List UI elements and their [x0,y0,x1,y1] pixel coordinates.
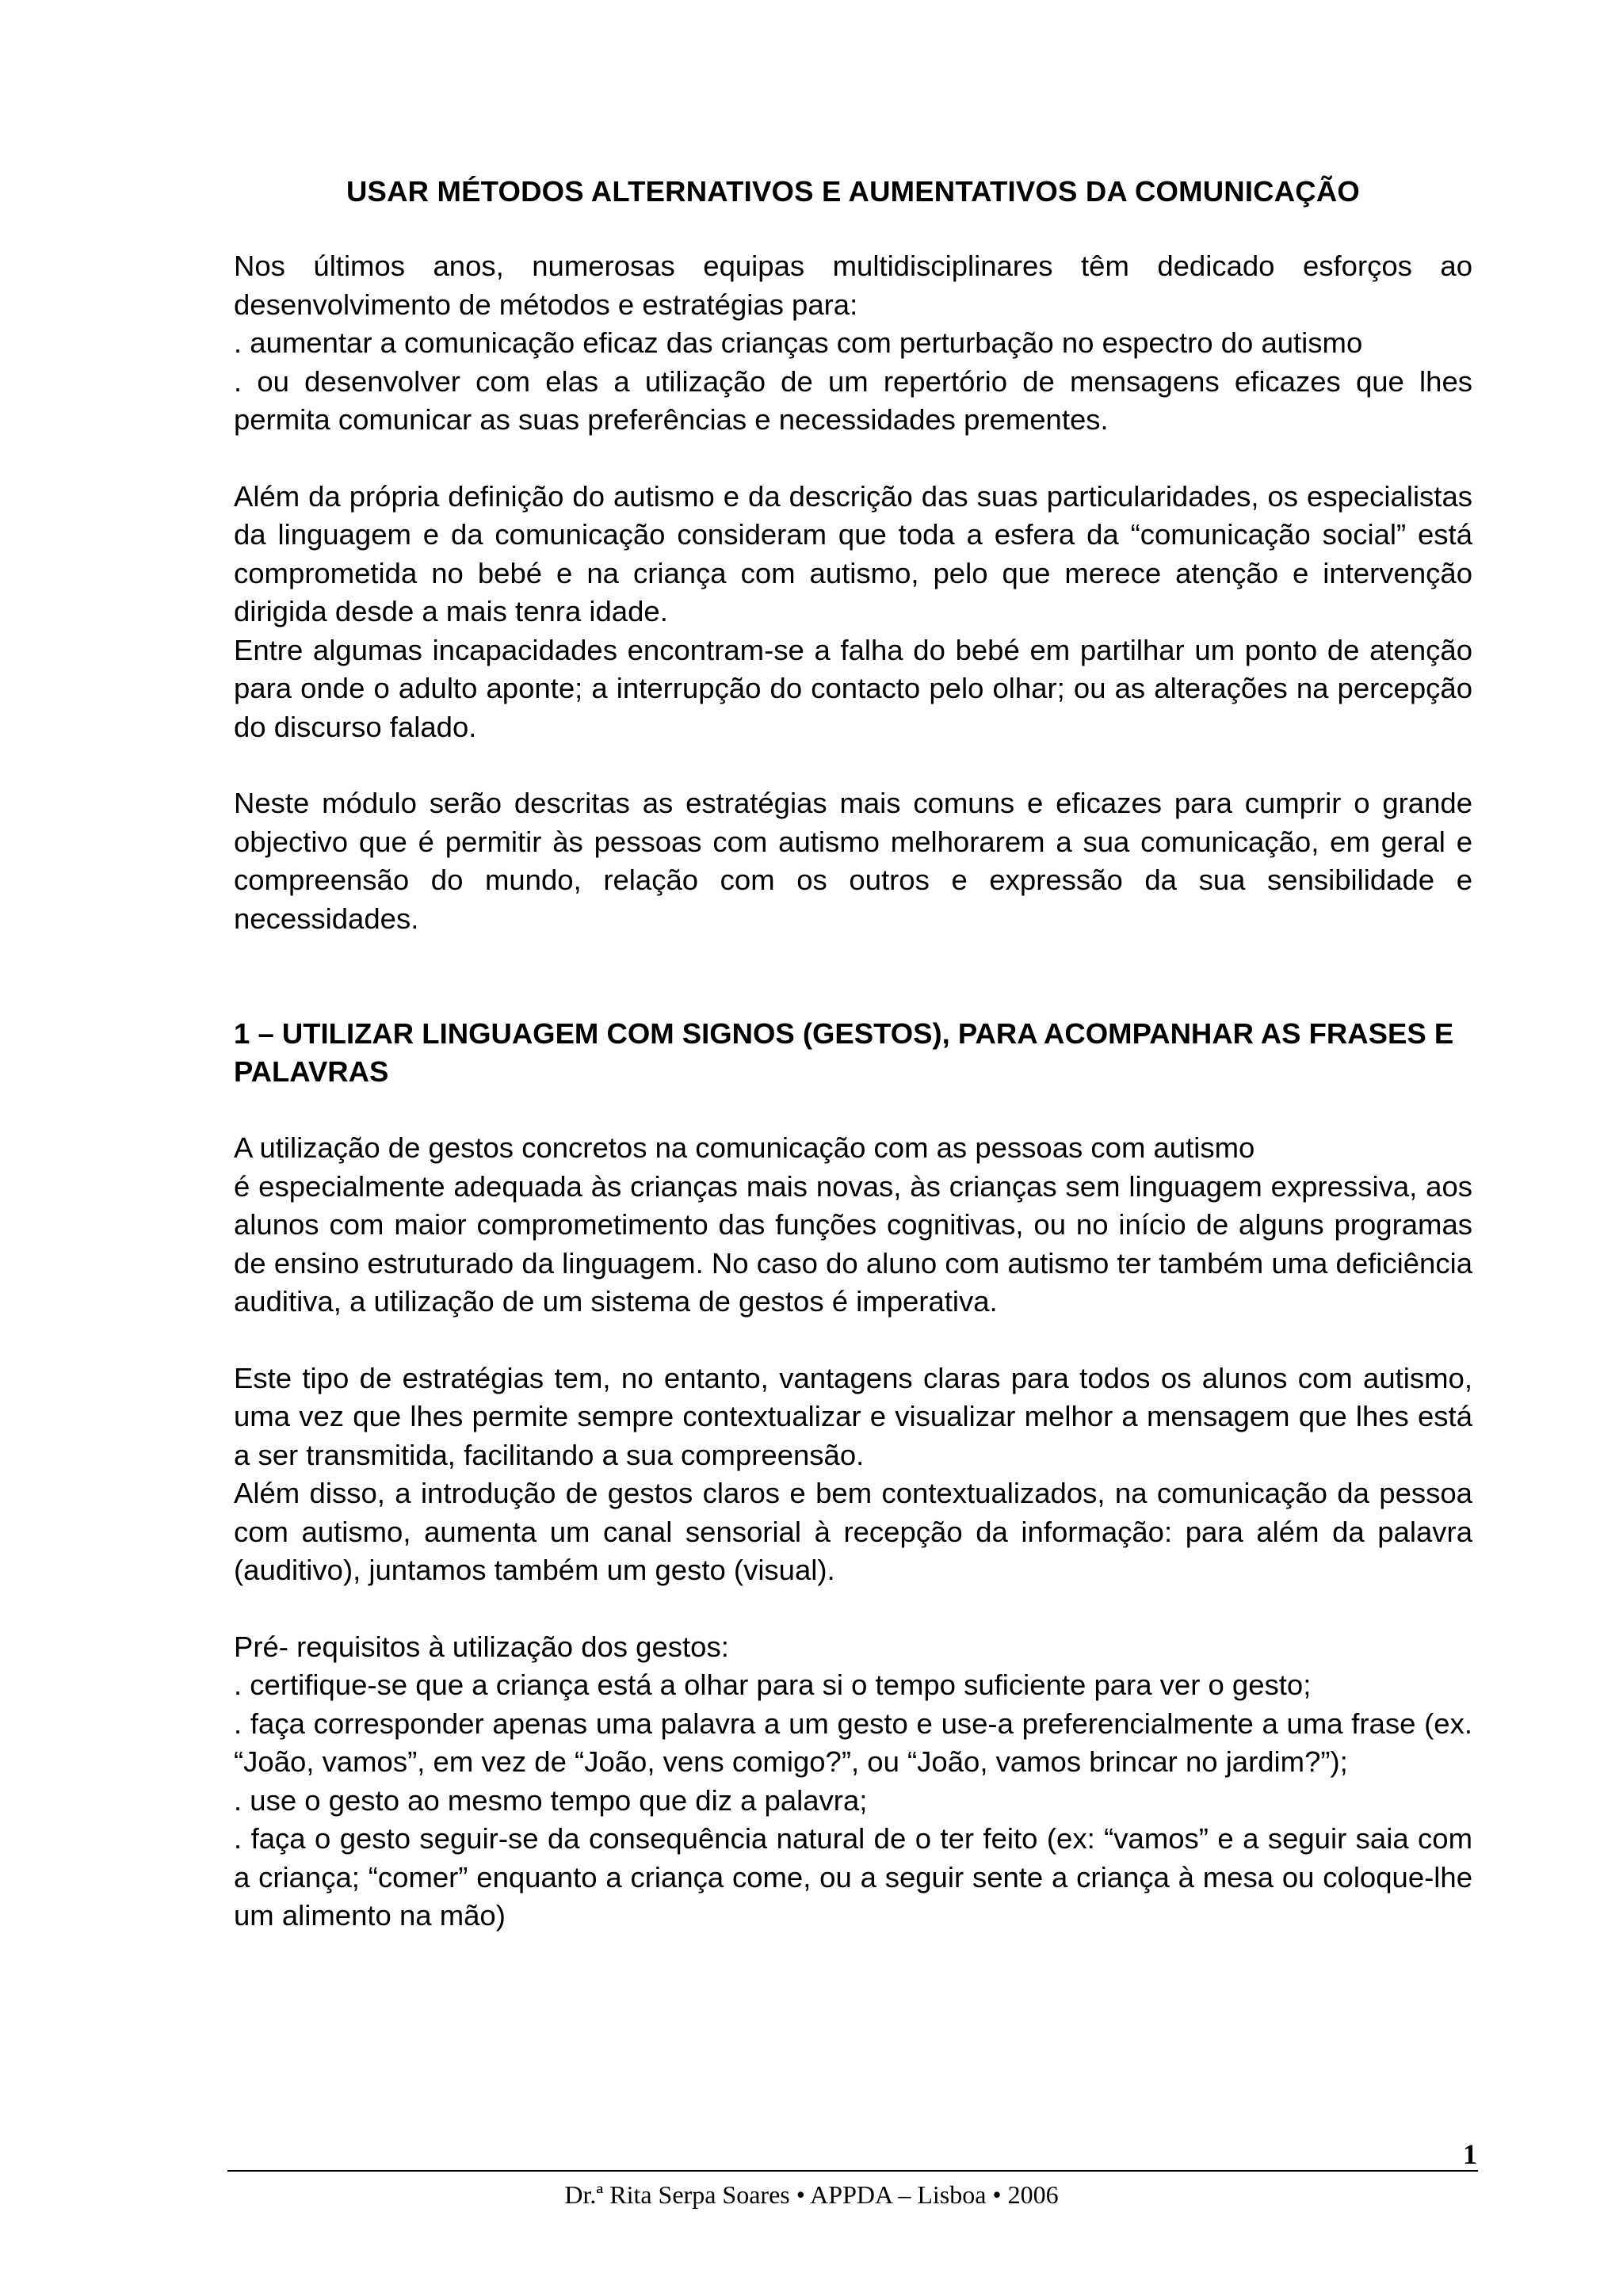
prerequisites-list [234,1628,1472,1936]
paragraph-text: é especialmente adequada às crianças mais novas, às crianças sem linguagem expressiva, aos alunos com maior comprometimento das funções cognitivas, ou no início de alguns programas de ensino estruturado da linguagem. No caso do aluno com autismo ter também uma deficiência auditiva, a utilização de um sistema de gestos é imperativa. [234,1169,1472,1318]
body-paragraph-3: Neste módulo serão descritas as estratégias mais comuns e eficazes para cumprir o grande objectivo que é permitir às pessoas com autismo melhorarem a sua comunicação, em geral e compreensão do mundo, relação com os outros e expressão da sua sensibilidade e necessidades. [234,787,1472,935]
prerequisites-title: Pré- requisitos à utilização dos gestos: [234,1630,729,1663]
intro-bullet-2: . ou desenvolver com elas a utilização de um repertório de mensagens eficazes que lhes permita comunicar as suas preferências e necessidades prementes. [234,364,1472,436]
list-item: . use o gesto ao mesmo tempo que diz a palavra; [234,1783,868,1817]
intro-paragraph [234,247,1472,440]
section-heading: 1 – UTILIZAR LINGUAGEM COM SIGNOS (GESTOS), PARA ACOMPANHAR AS FRASES E PALAVRAS [234,1017,1454,1088]
list-item: . faça o gesto seguir-se da consequência natural de o ter feito (ex: “vamos” e a seguir saia com a criança; “comer” enquanto a criança come, ou a seguir sente a criança à mesa ou coloque-lhe um alimento na mão) [234,1822,1472,1932]
intro-text: Nos últimos anos, numerosas equipas multidisciplinares têm dedicado esforços ao desenvolvimento de métodos e estratégias para: [234,250,1472,321]
paragraph-first-line: A utilização de gestos concretos na comunicação com as pessoas com autismo [234,1131,1255,1164]
paragraph-text: Além disso, a introdução de gestos claros e bem contextualizados, na comunicação da pessoa com autismo, aumenta um canal sensorial à recepção da informação: para além da palavra (auditivo), juntamos também um gesto (visual). [234,1477,1472,1586]
intro-bullet-1: . aumentar a comunicação eficaz das crianças com perturbação no espectro do autismo [234,326,1363,359]
paragraph-text: Entre algumas incapacidades encontram-se a falha do bebé em partilhar um ponto de atenção para onde o adulto aponte; a interrupção do contacto pelo olhar; ou as alterações na percepção do discurso falado. [234,633,1472,743]
section-paragraph-1 [234,1129,1472,1322]
section-paragraph-2 [234,1360,1472,1590]
page-title: USAR MÉTODOS ALTERNATIVOS E AUMENTATIVOS DA COMUNICAÇÃO [346,175,1361,208]
page-number: 1 [1463,2138,1477,2170]
page-content [234,173,1472,1936]
paragraph-text: Este tipo de estratégias tem, no entanto, vantagens claras para todos os alunos com autismo, uma vez que lhes permite sempre contextualizar e visualizar melhor a mensagem que lhes está a ser transmitida, facilitando a sua compreensão. [234,1361,1472,1471]
body-paragraph-2 [234,478,1472,747]
footer-divider [227,2170,1478,2172]
paragraph-text: Além da própria definição do autismo e da descrição das suas particularidades, os especialistas da linguagem e da comunicação consideram que toda a esfera da “comunicação social” está comprometida no bebé e na criança com autismo, pelo que merece atenção e intervenção dirigida desde a mais tenra idade. [234,479,1472,627]
footer-text: Dr.ª Rita Serpa Soares • APPDA – Lisboa • 2006 [564,2180,1059,2209]
list-item: . certifique-se que a criança está a olhar para si o tempo suficiente para ver o gesto; [234,1669,1312,1701]
list-item: . faça corresponder apenas uma palavra a um gesto e use-a preferencialmente a uma frase (ex. “João, vamos”, em vez de “João, vens comigo?”, ou “João, vamos brincar no jardim?”); [234,1707,1472,1778]
